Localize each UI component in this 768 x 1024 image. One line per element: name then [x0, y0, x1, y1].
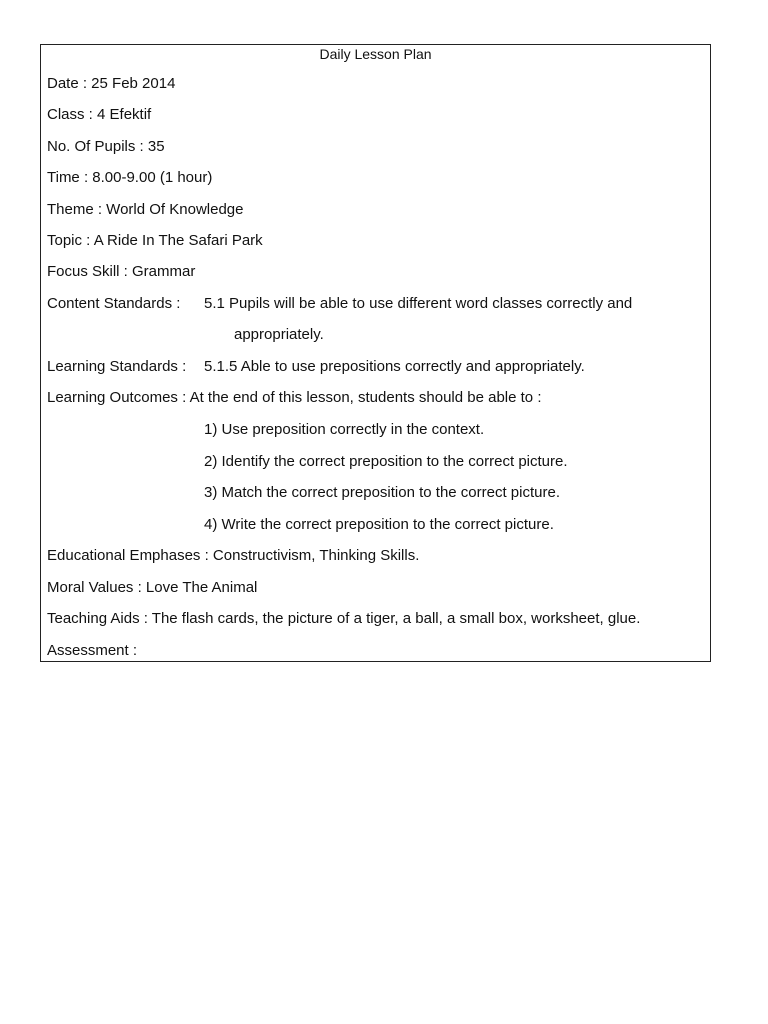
date-field: Date : 25 Feb 2014 [47, 75, 176, 92]
topic-field: Topic : A Ride In The Safari Park [47, 232, 263, 249]
learning-outcome-item: 3) Match the correct preposition to the correct picture. [204, 484, 560, 501]
focus-skill-field: Focus Skill : Grammar [47, 263, 196, 280]
theme-field: Theme : World Of Knowledge [47, 201, 244, 218]
teaching-aids-field: Teaching Aids : The flash cards, the picture of a tiger, a ball, a small box, worksheet, glue. [47, 610, 641, 627]
learning-outcome-item: 2) Identify the correct preposition to the correct picture. [204, 453, 568, 470]
class-field: Class : 4 Efektif [47, 106, 152, 123]
learning-outcome-item: 1) Use preposition correctly in the context. [204, 421, 485, 438]
pupils-field: No. Of Pupils : 35 [47, 138, 165, 155]
time-field: Time : 8.00-9.00 (1 hour) [47, 169, 213, 186]
learning-outcomes-intro: Learning Outcomes : At the end of this lesson, students should be able to : [47, 389, 542, 406]
lesson-plan-box [40, 44, 711, 662]
educational-emphases-field: Educational Emphases : Constructivism, Thinking Skills. [47, 547, 420, 564]
page-title: Daily Lesson Plan [319, 46, 432, 62]
moral-values-field: Moral Values : Love The Animal [47, 579, 258, 596]
learning-standards-text: 5.1.5 Able to use prepositions correctly and appropriately. [204, 358, 585, 375]
learning-standards-label: Learning Standards : [47, 358, 187, 375]
content-standards-text: 5.1 Pupils will be able to use different word classes correctly and [204, 295, 633, 312]
content-standards-text-continued: appropriately. [234, 326, 324, 343]
learning-outcome-item: 4) Write the correct preposition to the correct picture. [204, 516, 554, 533]
assessment-field: Assessment : [47, 642, 138, 659]
content-standards-label: Content Standards : [47, 295, 181, 312]
